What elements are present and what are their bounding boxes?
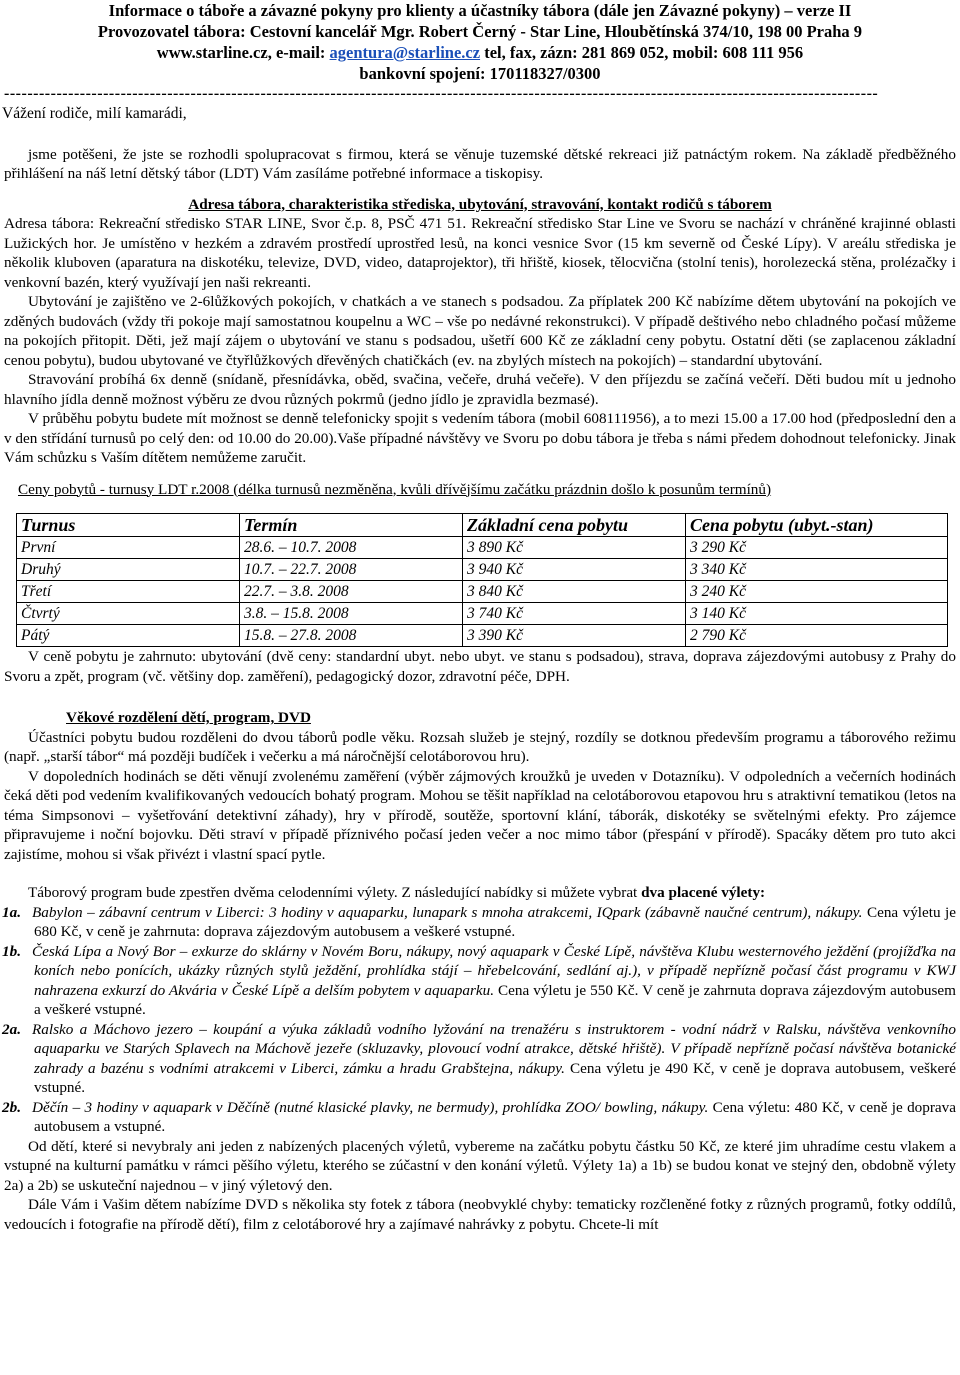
trips-intro-paragraph — [0, 883, 960, 903]
list-item — [0, 1020, 960, 1098]
table-cell: Druhý — [17, 559, 240, 581]
operator-line: Provozovatel tábora: Cestovní kancelář Mgr. Robert Černý - Star Line, Hloubětínská 374/10, 198 00 Praha 9 — [97, 22, 863, 41]
table-cell: 3 340 Kč — [686, 559, 948, 581]
table-row — [17, 625, 948, 647]
price-includes-paragraph: V ceně pobytu je zahrnuto: ubytování (dvě ceny: standardní ubyt. nebo ubyt. ve stanu s podsadou), strava, doprava zájezdovými autobusy z Prahy do Svoru a zpět, program (vč. většiny dop. zaměření), pedagogický dozor, zdravotní péče, DPH. — [4, 648, 956, 685]
table-cell: Čtvrtý — [17, 603, 240, 625]
greeting: Vážení rodiče, milí kamarádi, — [2, 105, 187, 122]
table-cell: 3 290 Kč — [686, 537, 948, 559]
trip-price: Cena výletu je 490 Kč, v ceně je doprava autobusem, veškeré vstupné. — [34, 1059, 956, 1096]
table-cell: 3.8. – 15.8. 2008 — [240, 603, 463, 625]
trip-price: Cena výletu je 550 Kč. V ceně je zahrnuta doprava zájezdovým autobusem a veškeré vstupné. — [34, 981, 956, 1018]
trip-number: 1a. — [2, 903, 21, 921]
dashed-separator: ------------------------------------------------------------------------------------------------------------------------------------------------------ — [4, 85, 879, 102]
trip-number: 1b. — [2, 942, 21, 960]
website-text: www.starline.cz, e-mail: — [156, 43, 330, 62]
table-cell: 3 240 Kč — [686, 581, 948, 603]
table-cell: 3 740 Kč — [463, 603, 686, 625]
list-item — [0, 1098, 960, 1137]
table-row — [17, 537, 948, 559]
contact-paragraph: V průběhu pobytu budete mít možnost se denně telefonicky spojit s vedením tábora (mobil 608111956), a to mezi 15.00 a 17.00 hod (předposlední den a v den střídání turnusů po celý den: od 10.00 do 20.00).Vaše případné návštěvy ve Svoru po dobu tábora je třeba s námi předem dohodnout telefonicky. Jinak Vám schůzku s Vaším dítětem nemůžeme zaručit. — [4, 410, 956, 466]
table-cell: Pátý — [17, 625, 240, 647]
trips-intro-text: Táborový program bude zpestřen dvěma celodenními výlety. Z následující nabídky si můžete vybrat — [28, 884, 642, 901]
trip-price: Cena výletu je 680 Kč, v ceně je zahrnuta: doprava zájezdovým autobusem a veškeré vstupné. — [34, 903, 956, 940]
column-header: Základní cena pobytu — [463, 514, 686, 537]
table-row — [17, 581, 948, 603]
table-row — [17, 559, 948, 581]
trip-description: Babylon – zábavní centrum v Liberci: 3 hodiny v aquaparku, lunapark s mnoha atrakcemi, IQpark (zábavně naučné centrum), nákupy. — [32, 903, 863, 921]
trips-intro-bold: dva placené výlety: — [641, 884, 766, 901]
bank-line: bankovní spojení: 170118327/0300 — [359, 64, 601, 83]
table-header-row — [17, 514, 948, 537]
no-trip-paragraph: Od dětí, které si nevybraly ani jeden z nabízených placených výletů, vybereme na začátku pobytu částku 50 Kč, ze které jim uhradíme cestu vlakem a vstupné na kulturní památku v rámci pěšího výletu, kterého se zúčastní v den konání výletů. Výlety 1a) a 1b) se budou konat ve stejný den, obdobně výlety 2a) a 2b) se uskuteční najednou – v jiný výletový den. — [4, 1137, 956, 1194]
table-cell: 3 890 Kč — [463, 537, 686, 559]
table-cell: První — [17, 537, 240, 559]
column-header: Turnus — [17, 514, 240, 537]
table-cell: 10.7. – 22.7. 2008 — [240, 559, 463, 581]
prices-heading: Ceny pobytů - turnusy LDT r.2008 (délka turnusů nezměněna, kvůli dřívějšímu začátku prázdnin došlo k posunům termínů) — [18, 480, 772, 498]
list-item — [0, 903, 960, 942]
trip-number: 2b. — [2, 1098, 21, 1116]
section-heading-age: Věkové rozdělení dětí, program, DVD — [66, 709, 311, 726]
table-cell: 22.7. – 3.8. 2008 — [240, 581, 463, 603]
table-cell: 3 390 Kč — [463, 625, 686, 647]
intro-paragraph: jsme potěšeni, že jste se rozhodli spolupracovat s firmou, která se věnuje tuzemské dětské rekreaci již patnáctým rokem. Na základě předběžného přihlášení na náš letní dětský tábor (LDT) Vám zasíláme potřebné informace a tiskopisy. — [4, 145, 956, 182]
column-header: Termín — [240, 514, 463, 537]
accommodation-paragraph: Ubytování je zajištěno ve 2-6lůžkových pokojích, v chatkách a ve stanech s podsadou. Za příplatek 200 Kč nabízíme dětem ubytování na pokojích ve zděných budovách (vždy tři pokoje mají samostatnou koupelnu a WC – vše po nedávné rekonstrukci). V případě deštivého nebo chladného počasí můžeme na pokojích přitopit. Děti, jež mají zájem o ubytování ve stanu s podsadou, ušetří 600 Kč ze základní ceny pobytu. Ostatní děti (se zaplacenou základní cenou pobytu), budou ubytované ve čtyřlůžkových dřevěných chatičkách (ev. na zbylých místech na pokojích) – standardní ubytování. — [4, 293, 956, 369]
price-table — [16, 513, 948, 647]
trip-description: Ralsko a Máchovo jezero – koupání a výuka základů vodního lyžování na trenažéru s instruktorem - vodní nádrž v Ralsku, návštěva venkovního aquaparku ve Starých Splavech na Máchově jezeře (skluzavky, plovoucí vodní atrakce, dětské hřiště). V případě nepřízně počasí návštěva botanické zahrady a bazénu s vodními atrakcemi v Liberci, zámku a hradu Grabštejna, nákupy. — [32, 1020, 956, 1077]
camp-address-paragraph: Adresa tábora: Rekreační středisko STAR LINE, Svor č.p. 8, PSČ 471 51. Rekreační středisko Star Line ve Svoru se nachází v chráněné krajinné oblasti Lužických hor. Je umístěno v hezkém a zdravém prostředí uprostřed lesů, na konci vesnice Svor (15 km severně od České Lípy). V areálu střediska je několik kluboven (aparatura na diskotéku, televize, DVD, video, dataprojektor), tři hřiště, kiosek, tělocvična (stolní tenis), horolezecká stěna, prolézačky i venkovní bazén, který využívají jen naši rekreanti. — [4, 215, 956, 291]
trip-number: 2a. — [2, 1020, 21, 1038]
table-cell: 2 790 Kč — [686, 625, 948, 647]
section-heading-camp: Adresa tábora, charakteristika střediska, ubytování, stravování, kontakt rodičů s táborem — [188, 195, 772, 213]
email-link[interactable]: agentura@starline.cz — [329, 43, 481, 62]
table-row — [17, 603, 948, 625]
column-header: Cena pobytu (ubyt.-stan) — [686, 514, 948, 537]
table-cell: 15.8. – 27.8. 2008 — [240, 625, 463, 647]
program-paragraph: V dopoledních hodinách se děti věnují zvolenému zaměření (výběr zájmových kroužků je uveden v Dotazníku). V odpoledních a večerních hodinách čeká děti pod vedením kvalifikovaných vedoucích bohatý program. Mohou se těšit například na celotáborovou etapovou hru s atraktivní tematikou (letos na téma Simpsonovi – vyšetřování detektivní záhady), hry v přírodě, soutěže, sportovní klání, táborák, diskotéky se světelnými efekty. Pro zájemce připravujeme i noční bojovku. Děti straví v případě příznivého počasí jeden večer a noc mimo tábor (přespání v přírodě). Spacáky dětem pro tuto akci zajistíme, mohou si však přivézt i vlastní spací pytle. — [4, 767, 956, 863]
trip-description: Děčín – 3 hodiny v aquapark v Děčíně (nutné klasické plavky, ne bermudy), prohlídka ZOO/ bowling, nákupy. — [32, 1098, 709, 1116]
table-cell: 3 140 Kč — [686, 603, 948, 625]
phone-text: tel, fax, zázn: 281 869 052, mobil: 608 111 956 — [480, 43, 804, 62]
meals-paragraph: Stravování probíhá 6x denně (snídaně, přesnídávka, oběd, svačina, večeře, druhá večeře). V den příjezdu se začíná večeří. Děti budou mít u jednoho hlavního jídla denně možnost výběru ze dvou různých pokrmů (jedno jídlo je zpravidla bezmasé). — [4, 371, 956, 408]
document-title: Informace o táboře a závazné pokyny pro klienty a účastníky tábora (dále jen Závazné pokyny) – verze II — [108, 1, 852, 20]
dvd-paragraph: Dále Vám i Vašim dětem nabízíme DVD s několika sty fotek z tábora (neobvyklé chyby: tematicky rozčleněné fotky z různých programů, fotky oddílů, vedoucích i fotografie na přírodě dětí), film z celotáborové hry a zajímavé nahrávky z pobytu. Chcete-li mít — [4, 1196, 956, 1233]
trip-price: Cena výletu: 480 Kč, v ceně je doprava autobusem a vstupné. — [34, 1098, 956, 1135]
table-cell: 3 940 Kč — [463, 559, 686, 581]
table-cell: 28.6. – 10.7. 2008 — [240, 537, 463, 559]
contact-line — [0, 42, 960, 63]
age-groups-paragraph: Účastníci pobytu budou rozděleni do dvou táborů podle věku. Rozsah služeb je stejný, rozdíly se dotknou především programu a táborového režimu (např. „starší tábor“ má později budíček i večerku a má náročnější celotáborovou hru). — [4, 728, 956, 765]
list-item — [0, 942, 960, 1020]
trip-description: Česká Lípa a Nový Bor – exkurze do sklárny v Novém Boru, nákupy, nový aquapark v České Lípě, návštěva Klubu westernového ježdění (projížďka na koních nebo ponících, ukázky různých stylů ježdění, prohlídka stájí – hřebelcování, sedlání aj.), v případě nepřízně počasí část programu v KWJ nahrazena exkurzí do Akvária v České Lípě a delším pobytem v aquaparku. — [32, 942, 956, 999]
table-cell: Třetí — [17, 581, 240, 603]
trip-list — [0, 903, 960, 1137]
table-cell: 3 840 Kč — [463, 581, 686, 603]
